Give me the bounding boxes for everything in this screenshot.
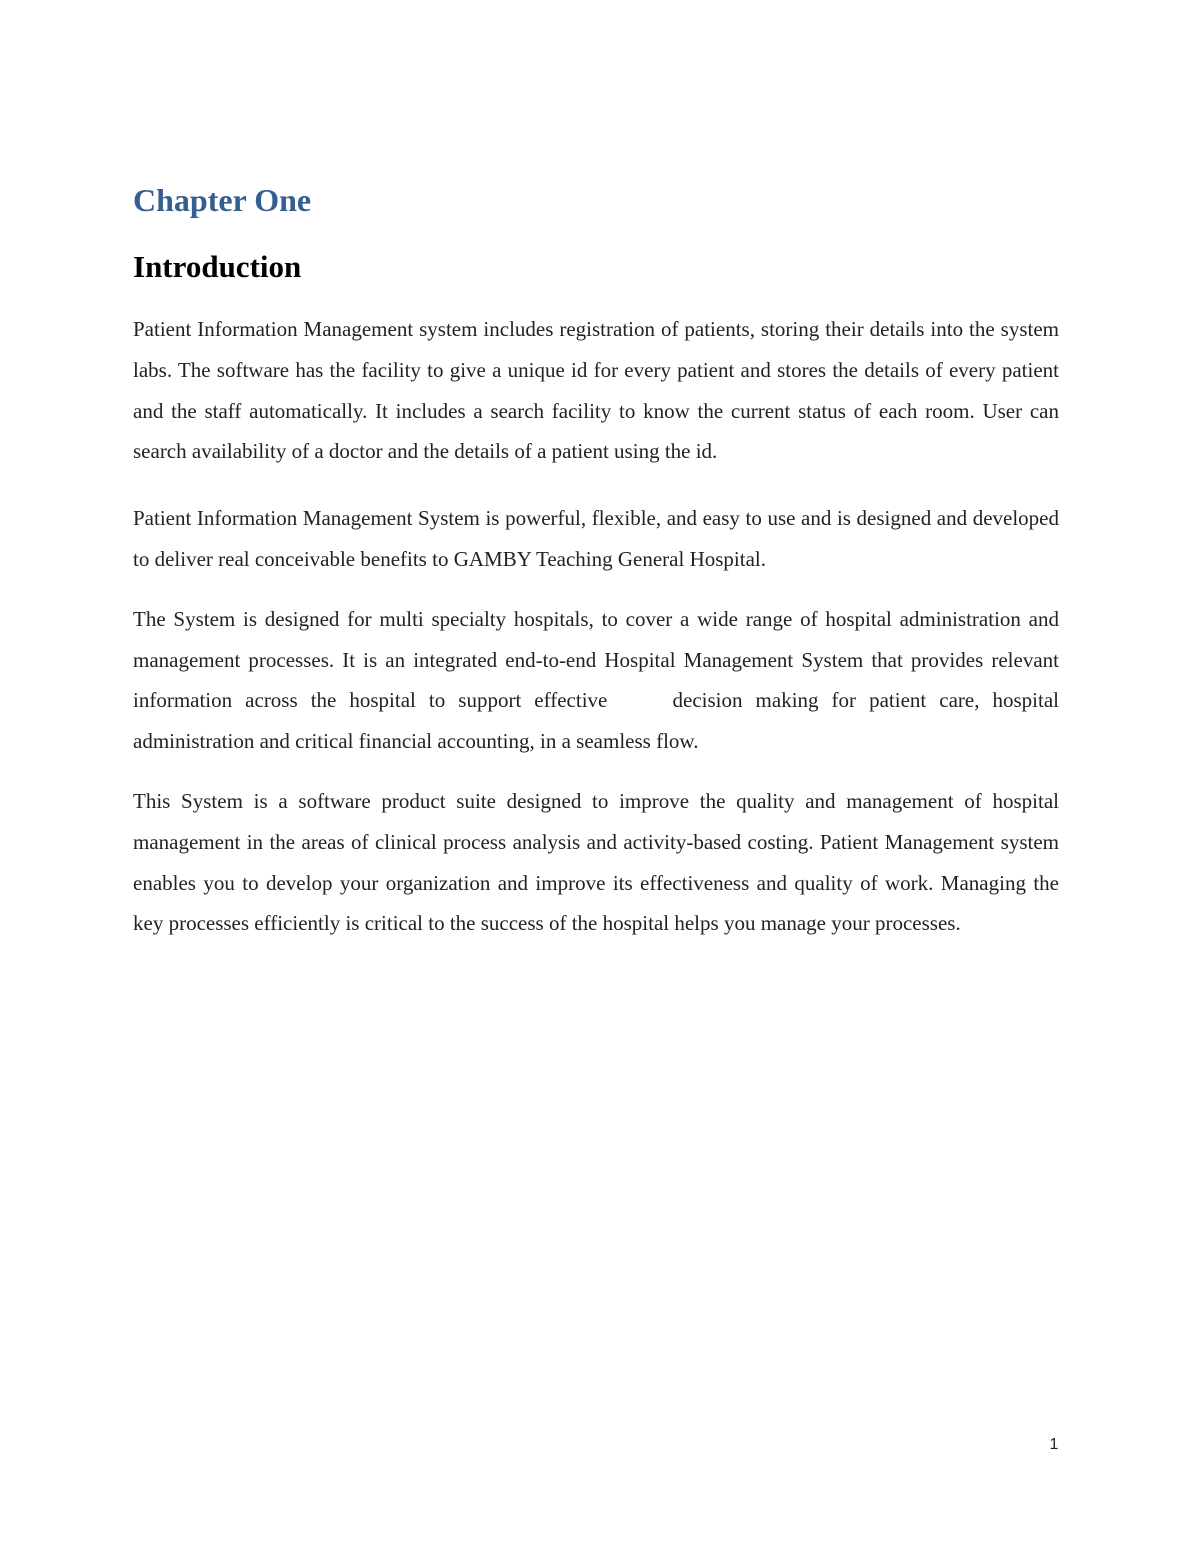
paragraph-3: The System is designed for multi specialty hospitals, to cover a wide range of hospital administration and management processes. It is an integrated end-to-end Hospital Management System that provides relevant information across the hospital to support effective decision making for patient care, hospital administration and critical financial accounting, in a seamless flow. (133, 606, 1065, 754)
paragraph-4: This System is a software product suite designed to improve the quality and management of hospital management in the areas of clinical process analysis and activity-based costing. Patient Management system enables you to develop your organization and improve its effectiveness and quality of work. Managing the key processes efficiently is critical to the success of the hospital helps you manage your processes. (133, 788, 1059, 936)
section-title: Introduction (133, 249, 302, 284)
page-number: 1 (1049, 1436, 1059, 1453)
chapter-title: Chapter One (133, 182, 312, 218)
page-content (133, 176, 1065, 944)
paragraph-2: Patient Information Management System is powerful, flexible, and easy to use and is designed and developed to deliver real conceivable benefits to GAMBY Teaching General Hospital. (133, 506, 1059, 571)
paragraph-1: Patient Information Management system includes registration of patients, storing their details into the system labs. The software has the facility to give a unique id for every patient and stores the details of every patient and the staff automatically. It includes a search facility to know the current status of each room. User can search availability of a doctor and the details of a patient using the id. (133, 317, 1059, 464)
